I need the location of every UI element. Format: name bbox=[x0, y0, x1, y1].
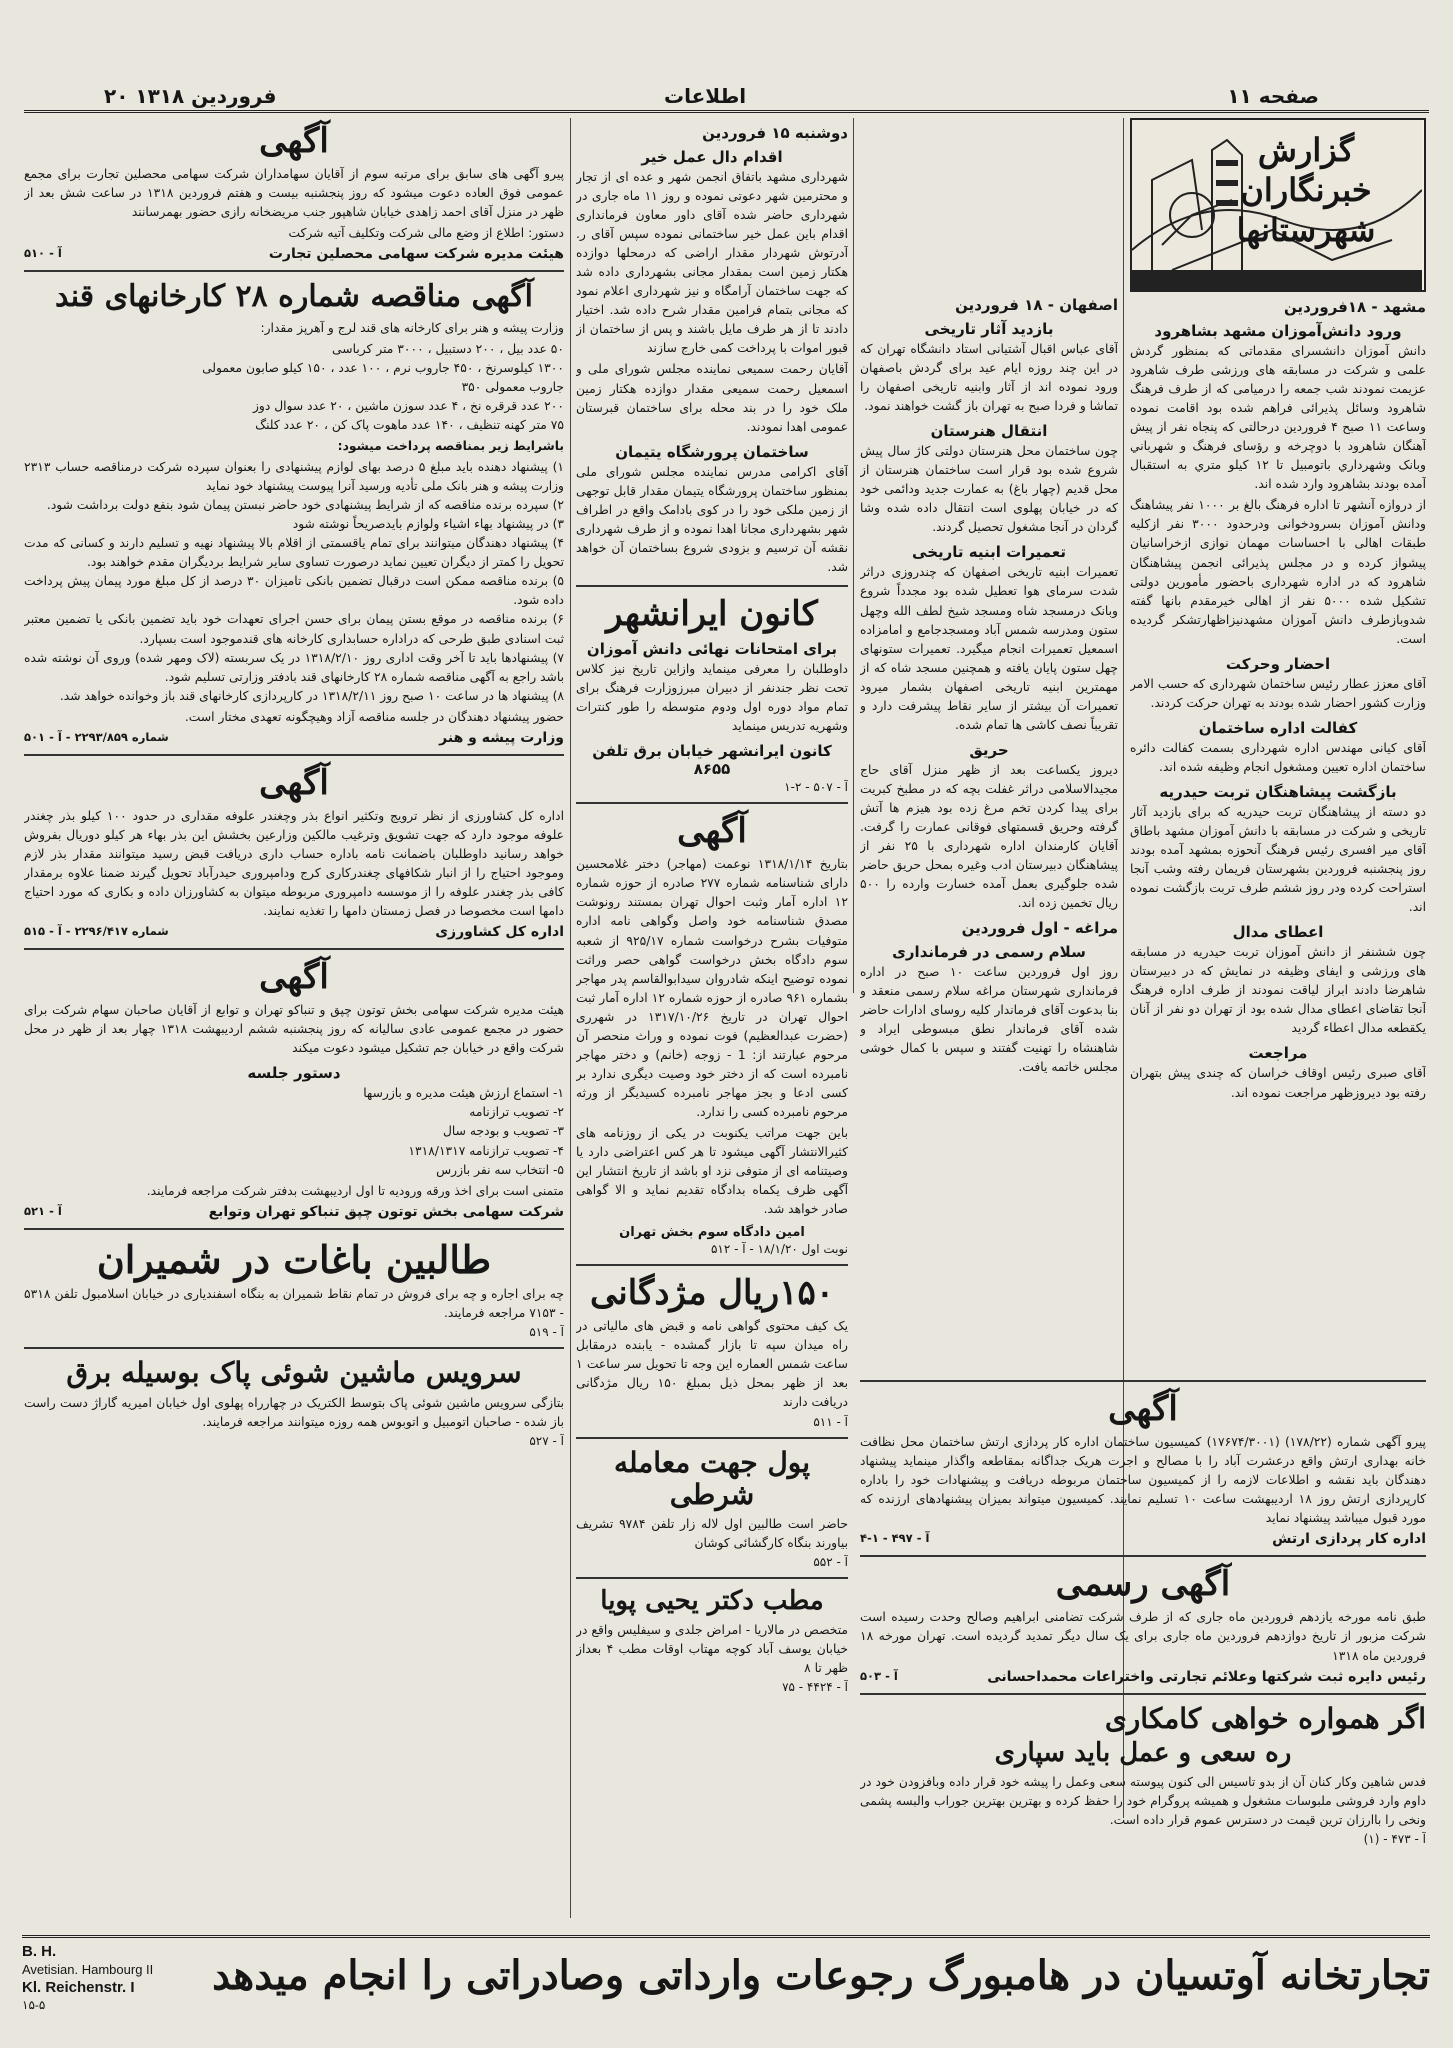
ad-note: حضور پیشنهاد دهندگان در جلسه مناقصه آزاد وهیچگونه تعهدی مختار است. bbox=[184, 709, 564, 724]
bottom-right-ads bbox=[860, 1372, 1426, 1907]
dateline: دوشنبه ۱۵ فروردین bbox=[702, 124, 848, 142]
ad-signature: اداره کل کشاورزی bbox=[435, 924, 564, 941]
ad-signature: شرکت سهامی بخش توتون چپق تنباکو تهران وتوابع bbox=[208, 1203, 564, 1220]
column-rule bbox=[853, 118, 854, 993]
news-body: از دروازه آنشهر تا اداره فرهنگ بالغ بر ۱۰۰۰ نفر پیشاهنگ ودانش آموزان بسرودخوانی ودرحدود ۳۰۰۰ نفر ازکلیه طبقات اهالی با احساسات مهمان نوازی ازخراسانیان پیشواز کرده و در مجلس پذیرائی انجمن پیشاهنگان شاهرود که در اداره شهرداری باحضور مأمورین دولتی تشکیل شده ۵۰۰۰ نفر از اهالی خیرمقدم بانها گفته شدوبازطرف دانش آموزان مشهدنیزاظهارتشکر گردیده است. bbox=[1130, 498, 1426, 646]
news-body: آقای اکرامی مدرس نماینده مجلس شورای ملی بمنظور ساختمان پرورشگاه یتیمان مقدار قابل توجهی از زمین ملکی خود را در کوی بادامک واقع در اطراف شهر بشهرداری مجانا اهدا نموده و از طرف شهرداری نقشه آن ترسیم و بزودی شروع بساختمان آن خواهد شد. bbox=[576, 464, 848, 574]
news-heading: ساختمان پرورشگاه یتیمان bbox=[615, 442, 809, 461]
footer-line: B. H. bbox=[22, 1943, 57, 1960]
tender-condition: ۳) در پیشنهاد بهاء اشیاء ولوازم بایدصریحاً نوشته شود bbox=[292, 517, 564, 532]
ad-body: حاضر است طالبین اول لاله زار تلفن ۹۷۸۴ تشریف بیاورند بنگاه کارگشائی کوشان bbox=[576, 1516, 848, 1550]
news-heading: انتقال هنرستان bbox=[930, 422, 1048, 441]
column-news-ads-middle bbox=[576, 118, 848, 1918]
illustration-caption: گزارش خبرنگاران شهرستانها bbox=[1236, 131, 1376, 249]
ad-body: پیرو آگهی شماره (۱۷۸/۲۲) (۱۷۶۷۴/۳۰۰۱) کمیسیون ساختمان اداره کار پردازی ارتش ساختمان محل نظافت خانه بهداری ارتش واقع درعشرت آباد را با مصالح و اجرت هریک جداگانه بمقاطعه واگذار مینماید پیشنهاد دهندگان باید نقشه و اطلاعات لازمه را از کمیسیون ساختمان مربوطه دریافت و پیشنهادات خود را باداره کارپردازی ارتش روز ۱۸ اردیبهشت ساعت ۱۰ تسلیم نمایند. کمیسیون میتواند بمیزان پیشنهادهای ارزنده که مورد قبول میباشد پیشنهاد نماید bbox=[860, 1435, 1426, 1526]
ad-code: آ - ۵۰۳ bbox=[860, 1668, 898, 1683]
tender-condition: ۴) پیشنهاد دهندگان میتوانند برای تمام یاقسمتی از اقلام بالا پیشنهاد نهیه و تسلیم دارند و کسانی که مدت تحویل را کمتر از دیگران تعیین نماید درصورت تساوی سایر شرایط بردیگران مقدم خواهند بود. bbox=[24, 536, 564, 570]
ad-code: آ - ۵۵۲ bbox=[813, 1555, 848, 1569]
ad-body: پیرو آگهی های سابق برای مرتبه سوم از آقایان سهامداران شرکت سهامی محصلین تجارت برای مجمع عمومی فوق العاده دعوت میشود که روز پنجشنبه بیست و هفتم فروردین ۱۳۱۸ در ساعت شش بعد از ظهر در منزل آقای احمد زاهدی خیابان شاهپور جنب مریضخانه رازی حضور بهمرسانند bbox=[24, 167, 564, 220]
news-heading: تعمیرات ابنیه تاریخی bbox=[912, 543, 1066, 562]
footer-headline: تجارتخانه آوتسیان در هامبورگ رجوعات وارداتی وصادراتی را انجام میدهد bbox=[212, 1952, 1430, 1999]
news-body: آقای معزز عطار رئیس ساختمان شهرداری که حسب الامر وزارت کشور احضار شده بودند به تهران حرکت کردند. bbox=[1130, 676, 1426, 710]
column-ads-left bbox=[24, 118, 564, 1918]
ad-body: هیئت مدیره شرکت سهامی بخش توتون چپق و تنباکو تهران و توابع از آقایان صاحبان سهام شرکت برای حضور در مجمع عمومی عادی سالیانه که روز پنجشنبه ششم اردیبهشت ۱۳۱۸ چهار بعد از ظهر در محل شرکت واقع در خیابان جم تشکیل میشود دعوت میکند bbox=[24, 1003, 564, 1056]
news-body: چون ساختمان محل هنرستان دولتی کاژ سال پیش شروع شده بود قرار است ساختمان هنرستان از محل قدیم (چهار باغ) به عمارت جدید ودائمی خود که در خیابان پهلوی است انتقال داده شده وشا گردان در آنجا مشغول تحصیل گردند. bbox=[860, 444, 1118, 535]
ad-code: آ - ۵۲۷ bbox=[529, 1433, 564, 1448]
ad-body: بتازگی سرویس ماشین شوئی پاک بتوسط الکتریک در چهارراه پهلوی اول خیابان امیریه گاراژ دست راست باز شده - صاحبان اتومبیل و اتوبوس همه روزه میتوانند مراجعه فرمایند. bbox=[24, 1395, 564, 1429]
ad-title: آگهی bbox=[259, 121, 329, 161]
ad-signature: هیئت مدیره شرکت سهامی محصلین تجارت bbox=[268, 246, 564, 263]
news-heading: اقدام دال عمل خیر bbox=[641, 148, 783, 166]
agenda-list bbox=[24, 1084, 564, 1179]
news-heading: اعطای مدال bbox=[1232, 923, 1324, 942]
issue-date: ۲۰ فروردین ۱۳۱۸ bbox=[104, 84, 277, 108]
ad-title: آگهی رسمی bbox=[1055, 1564, 1231, 1605]
tender-item: جاروب معمولی ۳۵۰ bbox=[461, 379, 564, 394]
ad-body: باین جهت مراتب یکنوبت در یکی از روزنامه های کثیرالانتشار آگهی میشود تا هر کس اعتراضی دارد یا وصیتنامه ای از متوفی نزد او باشد از تاریخ انتشار این آگهی ظرف یکماه بدادگاه تقدیم نماید و الا گواهی صادر خواهد شد. bbox=[576, 1125, 848, 1217]
tender-item: ۷۵ متر کهنه تنظیف ، ۱۴۰ عدد ماهوت پاک کن ، ۲۰ عدد کلنگ bbox=[255, 418, 564, 433]
ad-body: بتاریخ ۱۳۱۸/۱/۱۴ نوعمت (مهاجر) دختر غلامحسین دارای شناسنامه شماره ۲۷۷ صادره از حوزه شماره ۱۲ اداره آمار وثبت احوال تهران بمستند رونوشت مصدق شناسنامه خود واصل وگواهی نامه اداره متوفیات بشرح درخواست شماره ۹۲۵/۱۷ از شعبه سوم دادگاه بخش درخواست گواهی حصر وراثت نموده توضیح اینکه شادروان سیدابوالقاسم پدر مهاجر بشماره ۹۶۱ صادره از حوزه شماره ۱۲ اداره آمار ثبت احوال تهران در تاریخ ۱۳۱۷/۱۰/۲۶ در شهرری (حضرت عبدالعظیم) فوت نموده و وراث منحصر آن مرحوم عبارتند از: 1 - زوجه (خانم) و دختر مهاجر نامبرده است که از دختر خود وصیت دیگری ندارد بر کسی ادعا و بجز مهاجر نامبرده کسیدیگر از ورثه مرحوم نامبرده کسی را ندارد. bbox=[576, 857, 848, 1119]
news-heading: حریق bbox=[969, 740, 1009, 759]
tender-item: ۲۰۰ عدد قرقره نخ ، ۴ عدد سوزن ماشین ، ۲۰ عدد سوال دوز bbox=[252, 398, 564, 413]
ad-body: فدس شاهین وکار کنان آن از بدو تاسیس الی کنون پیوسته سعی وعمل را پیشه خود قرار داده وبافزودن خود در داوم وارد فروشی ملبوسات مشغول و همیشه پروگرام خود را حفظ کرده و بهترین بهترین جوراب والبسه پشمی ونخی را باارزان ترین قیمت در دسترس عموم قرار داده است. bbox=[860, 1774, 1426, 1827]
tender-item: ۵۰ عدد بیل ، ۲۰۰ دستبیل ، ۳۰۰۰ متر کرباسی bbox=[332, 341, 564, 356]
news-body: دانش آموزان دانشسرای مقدماتی که بمنظور گردش علمی و شرکت در مسابقه های ورزشی طرف شاهرود عزیمت نمودند شب جمعه را درمیامی که از طرف فرهنگ شاهرود وسائل پذیرائی فراهم شده بود اقامت نموده وساعت ۱۱ صبح ۴ فروردین درحالتی که پنجاه نفر از پیش آهنگان شاهرود با دوچرخه و رؤسای فرهنگ و شهرباني وبانک وشهرداري باتومبيل تا ۱۲ کيلو متري به استقبال آمده بودند بشاهرود وارد شده اند. bbox=[1130, 344, 1426, 492]
tender-conditions-title: باشرایط زیر بمناقصه پرداخت میشود: bbox=[337, 439, 564, 454]
agenda-item: ۵- انتخاب سه نفر بازرس bbox=[436, 1162, 564, 1177]
footer-line: Avetisian. Hambourg II bbox=[22, 1961, 154, 1977]
ad-title: طالبین باغات در شمیران bbox=[96, 1236, 492, 1282]
tender-condition: ۱) پیشنهاد دهنده باید مبلغ ۵ درصد بهای لوازم پیشنهادی را بعنوان سپرده شرکت درمناقصه حساب ۲۳۱۳ وزارت پیشه و هنر بانک ملی تأدیه ورسید آنرا پیوست پیشنهاد خود نماید bbox=[24, 460, 564, 494]
ad-signature: کانون ایرانشهر خیابان برق تلفن ۸۶۵۵ bbox=[592, 742, 832, 779]
page-number: صفحه ۱۱ bbox=[1227, 84, 1319, 108]
ad-signature: وزارت پیشه و هنر bbox=[439, 729, 564, 746]
footer-code: ۱۵-۵ bbox=[22, 1997, 46, 2012]
reporters-illustration bbox=[1130, 118, 1426, 292]
agenda-item: ۲- تصویب ترازنامه bbox=[469, 1105, 564, 1120]
dateline: مشهد - ۱۸فروردین bbox=[1283, 298, 1426, 316]
ad-title: مطب دکتر یحیی پویا bbox=[600, 1586, 824, 1616]
page-header bbox=[24, 82, 1429, 113]
news-body: شهرداری مشهد باتفاق انجمن شهر و عده ای از تجار و محترمین شهر دعوتی نموده و روز ۱۱ ماه جاری در شهرداری حاضر شده آقای داور معاون فرمانداری اقدام باین عمل خیر ساختمانی نموده سپس آقای ر. آدرتوش شهردار مقدار اراضی که درمحلها دوازده هکتار زمین است بمقدار مجانی بشهرداری داده شد که جهت ساختمان آرامگاه و نیز شهرداری اعلام نمود که مجانی بتمام فرامین مقدار شرح داده شد. اختیار دادند تا از هر طرف مایل باشند و پس از ساختمان از قبور اموات با پرداخت کمی خارج سازند bbox=[576, 170, 848, 356]
ad-title: آگهی bbox=[259, 762, 329, 803]
ad-title: اگر همواره خواهی کامکاری bbox=[1104, 1701, 1426, 1735]
news-heading: احضار وحرکت bbox=[1225, 654, 1331, 673]
agenda-item: ۱- استماع ارزش هیئت مدیره و بازرسها bbox=[363, 1086, 564, 1101]
news-heading: بازدید آثار تاریخی bbox=[924, 320, 1054, 338]
column-news-isfahan bbox=[860, 290, 1118, 1530]
ad-body: متخصص در مالاریا - امراض جلدی و سیفلیس واقع در خیابان یوسف آباد کوچه مهتاب اوقات مطب ۴ بعداز ظهر تا ۸ bbox=[576, 1622, 848, 1675]
ad-title: آگهی bbox=[1108, 1389, 1178, 1429]
ad-title: آگهی bbox=[677, 811, 747, 852]
dateline: اصفهان - ۱۸ فروردین bbox=[955, 296, 1118, 314]
ad-subtitle: برای امتحانات نهائی دانش آموزان bbox=[586, 640, 838, 659]
ad-body: داوطلبان را معرفی مینماید وازاین تاریخ نیز کلاس تحت نظر جندنفر از دبیران مبرزوزارت فرهنگ برای تمام مواد دوره اول ودوم متوسطه را طور کنترات وشهریه تدریس مینماید bbox=[576, 662, 848, 734]
tender-item: ۱۳۰۰ کیلوسرنخ ، ۴۵۰ جاروب نرم ، ۱۰۰ عدد ، ۱۵۰ کیلو صابون معمولی bbox=[202, 360, 564, 375]
news-body: دو دسته از پیشاهنگان تربت حیدریه که برای بازدید آثار تاریخی و شرکت در مسابقه با دانش آموزان مشهد باطاق آقای میر افسری رئیس فرهنگ آنحوزه بمشهد آمده بودند روز پنجشنبه فروردین بشهرستان فریمان رفته وشب آنجا استراحت کرده ودر روز ششم طرف تربت بازگشت نموده اند. bbox=[1130, 804, 1426, 915]
footer-address-box bbox=[22, 1942, 232, 2013]
ad-code: آ - ۵۲۱ bbox=[24, 1203, 62, 1218]
news-body: آقایان رحمت سمیعی نماینده مجلس شورای ملی و اسمعیل رحمت سمیعی مقدار دوازده هکتار زمین ملک خود را در بند محله برای ساختمان قبرستان عمومی اهدا نمودند. bbox=[576, 362, 848, 434]
ad-title: کانون ایرانشهر bbox=[606, 593, 818, 634]
ad-body: وزارت پیشه و هنر برای کارخانه های قند لرج و آهرپز مقدار: bbox=[260, 320, 564, 335]
ad-signature: اداره کار پردازی ارتش bbox=[1272, 1531, 1426, 1548]
tender-condition: ۵) برنده مناقصه ممکن است درقبال تضمین بانکی تامیزان ۳۰ درصد از کل مبلغ مورد پیمان پیش پرداخت داده شود. bbox=[24, 574, 564, 608]
ad-body: چه برای اجاره و چه برای فروش در تمام نقاط شمیران به بنگاه اسفندیاری در خیابان اسلامبول تلفن ۵۳۱۸ - ۷۱۵۳ مراجعه فرمایند. bbox=[24, 1287, 564, 1321]
news-heading: سلام رسمی در فرمانداری bbox=[892, 943, 1086, 962]
ad-title: آگهی مناقصه شماره ۲۸ کارخانهای قند bbox=[55, 279, 533, 315]
ad-code: نوبت اول ۱۸/۱/۲۰ - آ - ۵۱۲ bbox=[710, 1242, 848, 1257]
ad-title: سرویس ماشین شوئی پاک بوسیله برق bbox=[66, 1356, 522, 1390]
ad-subtitle: ره سعی و عمل باید سپاری bbox=[994, 1737, 1292, 1768]
ad-title: ۱۵۰ریال مژدگانی bbox=[589, 1273, 835, 1314]
tender-condition: ۷) پیشنهادها باید تا آخر وقت اداری روز ۱۳۱۸/۲/۱۰ در یک سربسته (لاک ومهر شده) وروی آن نوشته شده باشد راجع به آگهی مناقصه شماره ۲۸ کارخانهای قند بادفتر وزارتی تسلیم شود. bbox=[24, 650, 564, 684]
ad-code: آ - ۴۹۷ - ۱-۴ bbox=[860, 1531, 930, 1546]
tender-conditions bbox=[24, 458, 564, 706]
tender-condition: ۲) سپرده برنده مناقصه که از شرایط پیشنهادی خود حاضر نبستن پیمان شود بنفع دولت برداشت شود. bbox=[46, 498, 564, 513]
ad-body: یک کیف محتوی گواهی نامه و قبض های مالیاتی در راه میدان سپه تا بازار گمشده - یابنده درمقابل ساعت شمس العماره این وجه تا تحویل سر ساعت ۱ بعد از ظهر بمحل ذیل بمبلغ ۱۵۰ ریال مژدگانی دریافت دارند bbox=[576, 1319, 848, 1410]
ad-code: آ - ۵۰۷ - ۲-۱ bbox=[784, 780, 848, 795]
agenda-title: دستور جلسه bbox=[247, 1064, 341, 1083]
ad-body: دستور: اطلاع از وضع مالی شرکت وتکلیف آتیه شرکت bbox=[288, 226, 564, 241]
news-heading: کفالت اداره ساختمان bbox=[1198, 718, 1358, 737]
news-body: چون ششنفر از دانش آموزان تربت حیدریه در مسابقه های ورزشی و ایفای وظیفه در نمایش که در دبیرستان شاهرضا دادند ابراز لیاقت نمودند از طرف اداره فرهنگ آنجا تقاضای اعطای مدال شده بود از تهران دو نفر از آنان یکقطعه مدال اعطاء گردید bbox=[1130, 945, 1426, 1036]
ad-signature: رئیس دایره ثبت شرکتها وعلائم تجارتی واختراعات محمداحسانی bbox=[987, 1668, 1426, 1685]
newspaper-name: اطلاعات bbox=[664, 84, 747, 108]
ad-code: آ - ۵۱۹ bbox=[529, 1325, 564, 1340]
footer-banner bbox=[22, 1935, 1430, 2020]
news-body: آقای عباس اقبال آشتیانی استاد دانشگاه تهران که در این چند روزه ایام عید برای گردش باصفهان ورود نموده اند از آثار وابنیه تاریخی اصفهان را تماشا و فردا صبح به تهران باز گشت خواهند نمود. bbox=[860, 342, 1118, 414]
tender-condition: ۶) برنده مناقصه در موقع بستن پیمان برای حسن اجرای تعهدات خود باید تضمین بانکی یا تضمین معتبر ثبت اسنادی طبق طرحی که دراداره حسابداری کارخانه های قندموجود است بسپارد. bbox=[24, 612, 564, 646]
ad-body: اداره کل کشاورزی از نظر ترویج وتکثیر انواع بذر وچغندر علوفه مقداری در حدود ۱۰۰ کیلو بذر چغندر علوفه موجود دارد که جهت تشویق وترغیب مالکین وزارعین بخشش این بذر بهاء هر کیلو دوریال بفروش خواهد رسانید داوطلبان باضمانت نامه باداره حساب داری دریافت قبض رسید میتوانند مقدار بذر لازم وموجود احتیاج را از انبار شکافهای چغندرکاری کرج ودامپروری حیدرآباد تحویل گیرند ضمنا علاوه برمقدار کافی بذر چغندر علوفه را از موسسه دامپروری مربوطه میتوان به کشاورزان داده و بکاری که مورد احتیاج دامها است مخصوصا در فصل زمستان دامها را تغذیه نمایند. bbox=[24, 808, 564, 919]
news-heading: مراجعت bbox=[1248, 1044, 1308, 1063]
news-body: آقای کیانی مهندس اداره شهرداری بسمت کفالت دائره ساختمان اداره تعیین ومشغول انجام وظیفه شده اند. bbox=[1130, 740, 1426, 774]
footer-line: Kl. Reichenstr. I bbox=[22, 1979, 135, 1997]
news-body: روز اول فروردین ساعت ۱۰ صبح در اداره فرمانداری شهرستان مراغه سلام رسمی منعقد و بنا بدعوت آقای فرماندار کلیه روسای ادارات حاضر شده آقای فرماندار نطق مبسوطی ایراد و شاهنشاه را تهنیت گفتند و سپس با کمال خوشی مجلس خاتمه یافت. bbox=[860, 965, 1118, 1075]
tender-condition: ۸) پیشنهاد ها در ساعت ۱۰ صبح روز ۱۳۱۸/۲/۱۱ در کارپردازی کارخانهای قند باز وخوانده خواهد شد. bbox=[59, 688, 564, 703]
news-body: دیروز یکساعت بعد از ظهر منزل آقای حاج مجیدالاسلامی دراثر غفلت بچه که در مطبخ کبریت برای پیدا کردن تخم مرغ زده بود هیزم ها آتش گرفته وحریق قسمتهای فوقانی عمارت را گرفت. آقایان کارمندان اداره شهرداری با ۲۵ نفر از پیشاهنگان دبیرستان ادب وغیره بمحل حریق حاضر شده جلوگیری بعمل آمده خسارت وارده را ۵۰۰ ریال تخمین زده اند. bbox=[860, 762, 1118, 911]
agenda-item: ۳- تصویب و بودجه سال bbox=[443, 1124, 564, 1139]
ad-note: متمنی است برای اخذ ورقه ورودیه تا اول اردیبهشت بدفتر شرکت مراجعه فرمایند. bbox=[146, 1183, 564, 1198]
ad-code: آ - ۴۷۳ - (۱) bbox=[1363, 1831, 1426, 1846]
tender-items bbox=[24, 340, 564, 435]
ad-title: آگهی bbox=[259, 957, 329, 998]
ad-code: آ - ۵۱۱ bbox=[813, 1414, 848, 1429]
ad-code: شماره ۲۲۹۶/۴۱۷ - آ - ۵۱۵ bbox=[24, 924, 169, 939]
ad-code: شماره ۲۲۹۳/۸۵۹ - آ - ۵۰۱ bbox=[24, 729, 169, 744]
ad-signature: امین دادگاه سوم بخش تهران bbox=[619, 1225, 805, 1241]
column-rule bbox=[570, 118, 571, 1918]
ad-title: پول جهت معامله شرطی bbox=[613, 1445, 811, 1511]
ad-body: طبق نامه مورخه یازدهم فروردین ماه جاری که از طرف شرکت تضامنی ابراهیم وصالح وحدت رسیده است شرکت مزبور از تاریخ دوازدهم فروردین ماه جاری برای یک سال دیگر تمدید گردیده است. تهران مورخه ۱۸ فروردین ماه ۱۳۱۸ bbox=[860, 1610, 1426, 1663]
ad-code: آ - ۵۱۰ bbox=[24, 246, 62, 261]
news-heading: ورود دانش‌آموزان مشهد بشاهرود bbox=[1154, 322, 1402, 340]
column-news-mashhad bbox=[1130, 118, 1426, 1378]
news-heading: بازگشت پیشاهنگان تربت حیدریه bbox=[1159, 782, 1397, 801]
ad-code: آ - ۴۴۲۴ - ۷۵ bbox=[782, 1680, 848, 1695]
news-body: تعمیرات ابنیه تاریخی اصفهان که چندروزی دراثر شدت سرمای هوا تعطیل شده بود مجدداً شروع وبانک درمسجد شاه ومسجد شیخ لطف الله وچهل ستون ومدرسه شمس آباد ومسجدجامع و امامزاده اسمعیل تعمیرات انجام میگیرد. تعمیرات ستونهای چهل ستون پایان یافته و همچنین مسجد شاه که از مهمترین ابنیه تاریخی اصفهان بشمار میرود تعمیرات آن بیشتر از سایر نقاط پیشرفت دارد و تقریباً نصف کاشی ها تمام شده. bbox=[860, 565, 1118, 732]
agenda-item: ۴- تصویب ترازنامه ۱۳۱۸/۱۳۱۷ bbox=[408, 1143, 564, 1158]
news-body: آقای صبری رئیس اوقاف خراسان که چندی پیش بتهران رفته بود دیروزظهر مراجعت نموده اند. bbox=[1130, 1066, 1426, 1100]
dateline: مراغه - اول فروردین bbox=[961, 919, 1118, 938]
